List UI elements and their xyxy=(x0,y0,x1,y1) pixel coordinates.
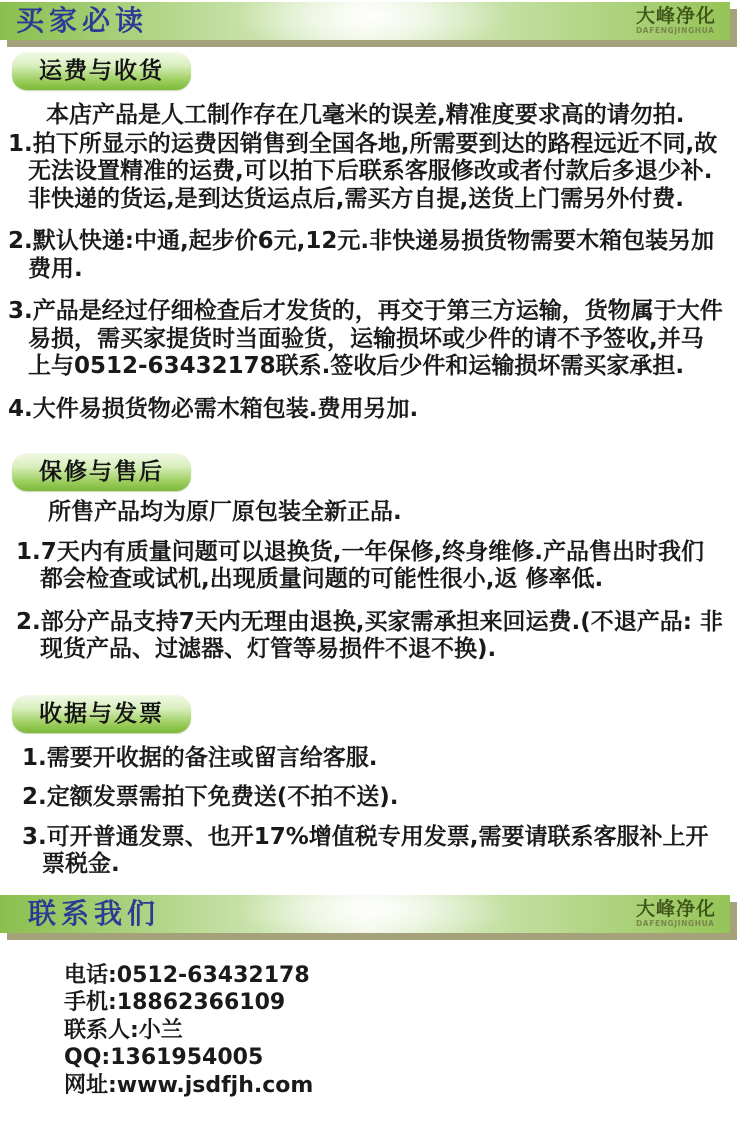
section-warranty xyxy=(0,499,739,664)
notice-paragraph: 1.7天内有质量问题可以退换货,一年保修,终身维修.产品售出时我们都会检查或试机,出现质量问题的可能性很小,返 修率低. xyxy=(16,538,704,592)
section-badge-warranty: 保修与售后 xyxy=(12,453,191,491)
section-badge-invoice: 收据与发票 xyxy=(12,695,191,733)
notice-paragraph: 3.产品是经过仔细检查后才发货的，再交于第三方运输，货物属于大件易损，需买家提货时当面验货，运输损坏或少件的请不予签收,并马上与0512-63432178联系.签收后少件和运输损坏需买家承担. xyxy=(8,298,723,379)
section-shipping xyxy=(0,102,739,423)
contact-line-qq: QQ:1361954005 xyxy=(64,1045,264,1070)
notice-paragraph: 3.可开普通发票、也开17%增值税专用发票,需要请联系客服补上开票税金. xyxy=(22,823,709,877)
notice-paragraph: 1.需要开收据的备注或留言给客服. xyxy=(22,744,378,771)
notice-paragraph: 所售产品均为原厂原包装全新正品. xyxy=(48,499,402,525)
contact-details xyxy=(64,962,739,1100)
contact-line-mobile: 手机:18862366109 xyxy=(64,990,286,1015)
notice-paragraph: 2.定额发票需拍下免费送(不拍不送). xyxy=(22,784,399,810)
contact-line-website: 网址:www.jsdfjh.com xyxy=(64,1072,314,1098)
section-invoice xyxy=(0,745,739,879)
contact-line-person: 联系人:小兰 xyxy=(64,1017,183,1043)
contact-header-bar xyxy=(0,895,730,933)
brand-logo-en: DAFENGJINGHUA xyxy=(635,918,715,928)
brand-logo-en: DAFENGJINGHUA xyxy=(635,26,715,36)
section-badge-shipping: 运费与收货 xyxy=(12,52,191,90)
notice-paragraph: 2.部分产品支持7天内无理由退换,买家需承担来回运费.(不退产品: 非现货产品、过滤器、灯管等易损件不退不换). xyxy=(16,608,723,662)
brand-logo xyxy=(635,897,730,928)
notice-paragraph: 4.大件易损货物必需木箱包装.费用另加. xyxy=(8,395,419,422)
page-title: 买家必读 xyxy=(16,4,149,37)
brand-logo-cn: 大峰净化 xyxy=(635,897,716,920)
contact-line-phone: 电话:0512-63432178 xyxy=(64,962,310,988)
brand-logo-cn: 大峰净化 xyxy=(635,5,716,28)
notice-paragraph: 本店产品是人工制作存在几毫米的误差,精准度要求高的请勿拍. xyxy=(46,102,685,128)
contact-title: 联系我们 xyxy=(28,896,161,930)
buyer-notice-header-bar xyxy=(0,2,730,40)
notice-paragraph: 1.拍下所显示的运费因销售到全国各地,所需要到达的路程远近不同,故无法设置精准的运费,可以拍下后联系客服修改或者付款后多退少补.非快递的货运,是到达货运点后,需买方自提,送货上门需另外付费. xyxy=(8,130,718,212)
notice-paragraph: 2.默认快递:中通,起步价6元,12元.非快递易损货物需要木箱包装另加费用. xyxy=(8,228,715,282)
brand-logo xyxy=(636,7,730,35)
